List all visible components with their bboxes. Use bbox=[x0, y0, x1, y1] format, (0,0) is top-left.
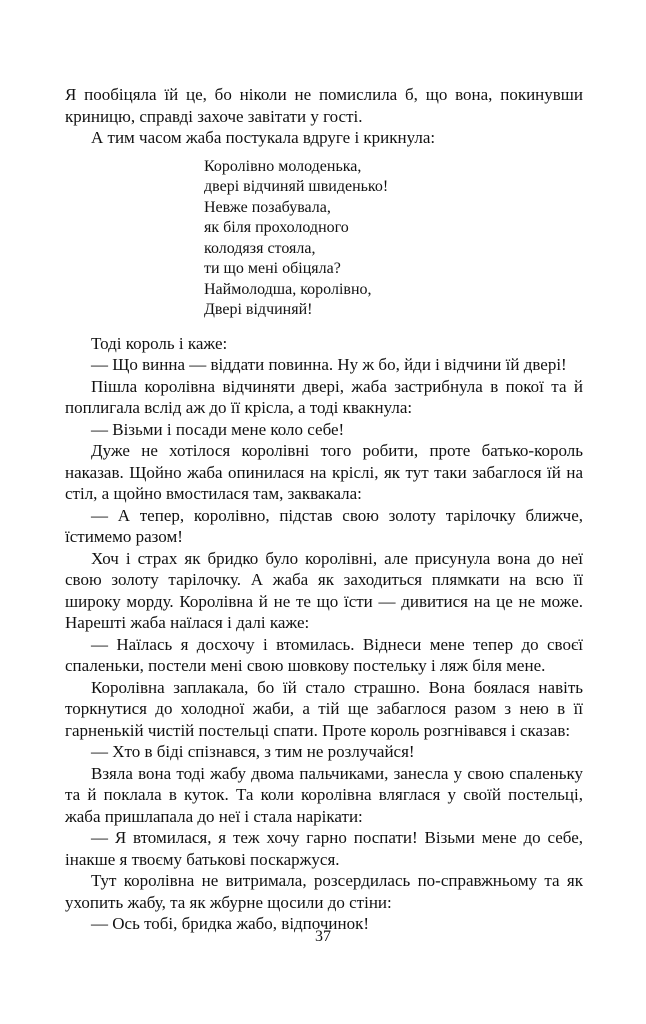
verse-block bbox=[204, 157, 583, 321]
dialogue-line: — Що винна — віддати повинна. Ну ж бо, йди і відчини їй двері! bbox=[91, 355, 567, 374]
verse-line: Королівно молоденька, bbox=[204, 157, 362, 175]
verse-line: як біля прохолодного bbox=[204, 219, 349, 236]
verse-line: Невже позабувала, bbox=[204, 198, 331, 216]
dialogue-line: — Наїлась я досхочу і втомилась. Віднеси мене тепер до своєї спаленьки, постели мені свою шовкову постельку і ляж біля мене. bbox=[65, 634, 583, 675]
paragraph: Тоді король і каже: bbox=[91, 333, 228, 353]
paragraph: Королівна заплакала, бо їй стало страшно. Вона боялася навіть торкнутися до холодної жаби, а тій ще забаглося разом з нею в її гарненькій чистій постельці спати. Проте король розгнівався і сказав: bbox=[65, 677, 583, 740]
verse-line: двері відчиняй швиденько! bbox=[204, 178, 389, 195]
paragraph: А тим часом жаба постукала вдруге і крикнула: bbox=[91, 128, 436, 147]
paragraph: Я пообіцяла їй це, бо ніколи не помислила б, що вона, покинувши криницю, справді захоче завітати у гості. bbox=[65, 85, 583, 126]
paragraph: Дуже не хотілося королівні того робити, проте батько-король наказав. Щойно жаба опинилася на кріслі, як тут таки забаглося їй на стіл, а щойно вмостилася там, заквакала: bbox=[65, 441, 583, 503]
page-body bbox=[65, 84, 583, 935]
paragraph: Хоч і страх як бридко було королівні, але присунула вона до неї свою золоту тарілочку. А жаба як заходиться плямкати на всю її широку морду. Королівна й не те що їсти — дивитися на це не може. Нарешті жаба наїлася і далі каже: bbox=[65, 548, 583, 632]
dialogue-line: — А тепер, королівно, підстав свою золоту тарілочку ближче, їстимемо разом! bbox=[65, 505, 583, 546]
dialogue-line: — Візьми і посади мене коло себе! bbox=[91, 419, 345, 439]
verse-line: ти що мені обіцяла? bbox=[204, 260, 341, 277]
dialogue-line: — Хто в біді спізнався, з тим не розлучайся! bbox=[91, 742, 415, 761]
dialogue-line: — Ось тобі, бридка жабо, відпочинок! bbox=[91, 914, 370, 933]
paragraph: Тут королівна не витримала, розсердилась по-справжньому та як ухопить жабу, та як жбурне щосили до стіни: bbox=[65, 871, 583, 912]
paragraph: Пішла королівна відчиняти двері, жаба застрибнула в покої та й поплигала вслід аж до її крісла, а тоді квакнула: bbox=[65, 376, 583, 417]
verse-line: Двері відчиняй! bbox=[204, 301, 313, 318]
verse-line: колодязя стояла, bbox=[204, 239, 316, 257]
dialogue-line: — Я втомилася, я теж хочу гарно поспати! Візьми мене до себе, інакше я твоєму батькові поскаржуся. bbox=[65, 828, 583, 869]
verse-line: Наймолодша, королівно, bbox=[204, 280, 372, 298]
paragraph: Взяла вона тоді жабу двома пальчиками, занесла у свою спаленьку та й поклала в куток. Та коли королівна вляглася у своїй постельці, жаба пришлапала до неї і стала нарікати: bbox=[65, 763, 583, 826]
page-number: 37 bbox=[315, 928, 331, 945]
